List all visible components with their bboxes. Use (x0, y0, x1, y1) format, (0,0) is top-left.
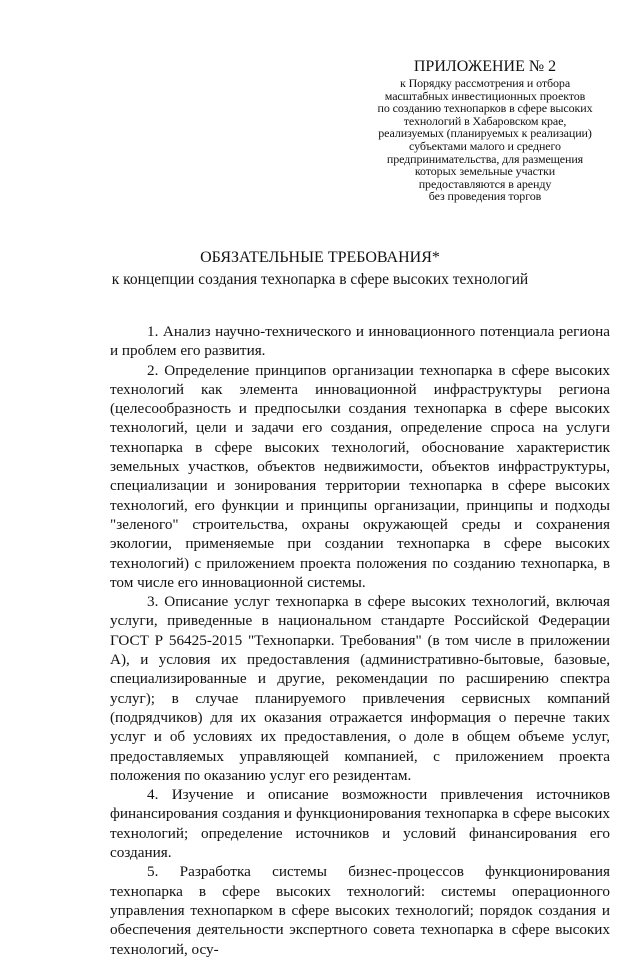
appendix-line: по созданию технопарков в сфере высоких (377, 101, 593, 116)
appendix-header (360, 58, 610, 203)
appendix-line: масштабных инвестиционных проектов (384, 88, 586, 103)
paragraph-3: 3. Описание услуг технопарка в сфере высоких технологий, включая услуги, приведенные в национальном стандарте Российской Федерации ГОСТ Р 56425-2015 "Технопарки. Требования" (в том числе в приложении А), и условия их предоставления (административно-бытовые, базовые, специализированные и другие, рекомендации по расширению спектра услуг); в случае планируемого привлечения сервисных компаний (подрядчиков) для их оказания отражается информация о перечне таких услуг и об условиях их предоставления, о доле в общем объеме услуг, предоставляемых управляющей компанией, с приложением проекта положения по оказанию услуг его резидентам. (110, 593, 610, 784)
paragraph-1: 1. Анализ научно-технического и инновационного потенциала региона и проблем его развития. (110, 323, 610, 360)
appendix-line: предоставляются в аренду (418, 176, 552, 191)
appendix-line: без проведения торгов (428, 189, 542, 204)
document-body (110, 322, 610, 959)
paragraph-2: 2. Определение принципов организации технопарка в сфере высоких технологий как элемента инновационной инфраструктуры региона (целесообразность и предпосылки создания технопарка в сфере высоких технологий, цели и задачи его создания, определение спроса на услуги технопарка в сфере высоких технологий, обоснование характеристик земельных участков, объектов недвижимости, объектов инфраструктуры, специализации и зонирования территории технопарка в сфере высоких технологий, его функции и принципы организации, принципы и подходы "зеленого" строительства, охраны окружающей среды и сохранения экологии, применяемые при создании технопарка в сфере высоких технологий) с приложением проекта положения по созданию технопарка, в том числе его инновационной системы. (110, 361, 610, 591)
paragraph-5: 5. Разработка системы бизнес-процессов функционирования технопарка в сфере высоких технологий: системы операционного управления технопарком в сфере высоких технологий; порядок создания и обеспечения деятельности экспертного совета технопарка в сфере высоких технологий, осу- (110, 863, 610, 958)
appendix-line: субъектами малого и среднего (409, 138, 561, 153)
appendix-line: которых земельные участки (414, 164, 556, 179)
document-title: ОБЯЗАТЕЛЬНЫЕ ТРЕБОВАНИЯ* (200, 249, 440, 266)
appendix-title: ПРИЛОЖЕНИЕ № 2 (413, 58, 557, 75)
document-subtitle: к концепции создания технопарка в сфере высоких технологий (111, 271, 529, 288)
paragraph-4: 4. Изучение и описание возможности привлечения источников финансирования создания и функционирования технопарка в сфере высоких технологий; определение источников и условий финансирования его создания. (110, 786, 610, 862)
appendix-line: реализуемых (планируемых к реализации) (378, 126, 592, 141)
appendix-line: предпринимательства, для размещения (386, 151, 584, 166)
appendix-line: к Порядку рассмотрения и отбора (399, 76, 571, 90)
appendix-line: технологий в Хабаровском крае, (403, 113, 567, 128)
